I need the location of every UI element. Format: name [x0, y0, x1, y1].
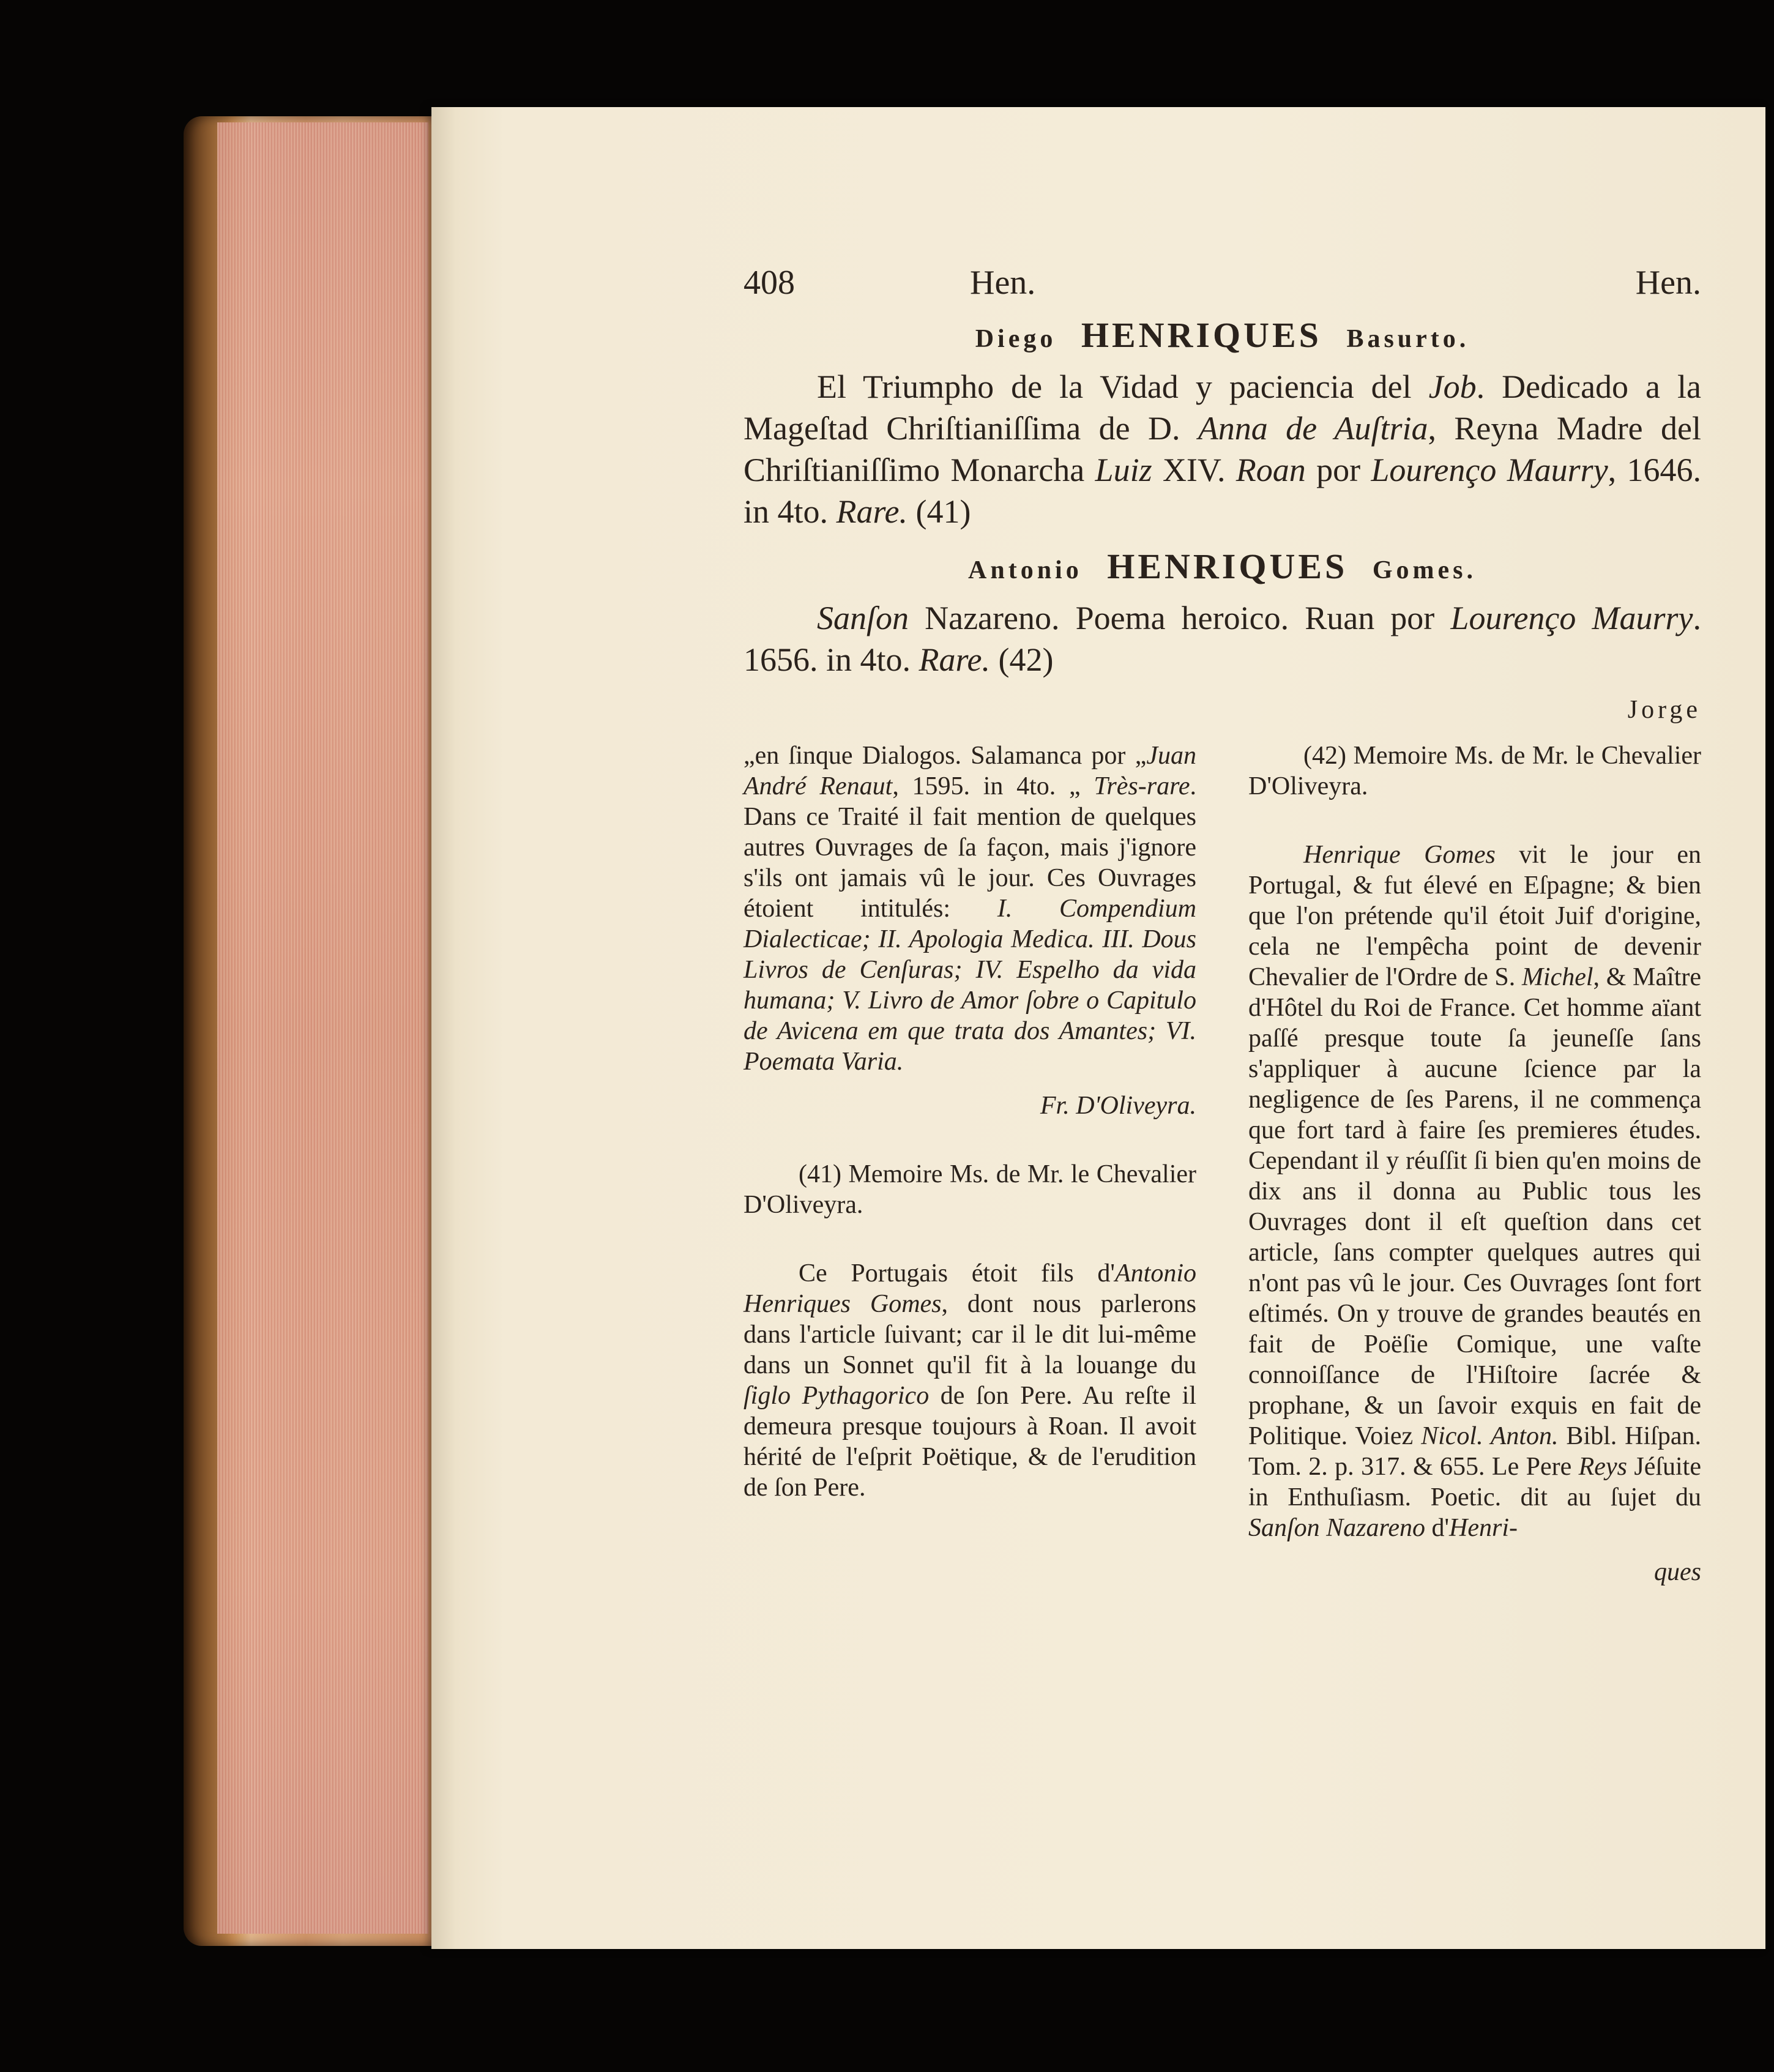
entry-body-diego: El Triumpho de la Vidad y paciencia del Job. Dedicado a la Mageſtad Chriſtianiſſima de D. Anna de Auſtria, Reyna Madre del Chriſtianiſſimo Monarcha Luiz XIV. Roan por Lourenço Maurry, 1646. in 4to. Rare. (41)	[744, 368, 1702, 530]
entry-body-antonio: Sanſon Nazareno. Poema heroico. Ruan por Lourenço Maurry. 1656. in 4to. Rare. (42)	[744, 600, 1701, 678]
column-catchword: ques	[1654, 1558, 1701, 1586]
running-head	[744, 263, 1701, 312]
page-fore-edge	[217, 122, 428, 1934]
page-number: 408	[744, 264, 795, 302]
catchword: Jorge	[1627, 696, 1701, 724]
page-content	[744, 263, 1701, 1601]
footnote-41: (41) Memoire Ms. de Mr. le Chevalier D'Oliveyra.	[744, 1160, 1196, 1219]
running-head-left: Hen.	[970, 264, 1036, 302]
left-paragraph-2: Ce Portugais étoit fils d'Antonio Henriques Gomes, dont nous parlerons dans l'article ſuivant; car il le dit lui-même dans un Sonnet qu'il fit à la louange du ſiglo Pythagorico de ſon Pere. Au reſte il demeura presque toujours à Roan. Il avoit hérité de l'eſprit Poëtique, & de l'erudition de ſon Pere.	[744, 1259, 1196, 1502]
right-column	[1248, 740, 1701, 1601]
left-paragraph-1: „en ſinque Dialogos. Salamanca por „Juan André Renaut, 1595. in 4to. „ Très-rare. Dans ce Traité il fait mention de quelques autres Ouvrages de ſa façon, mais j'ignore s'ils ont jamais vû le jour. Ces Ouvrages étoient intitulés: I. Compendium Dialecticae; II. Apologia Medica. III. Dous Livros de Cenſuras; IV. Espelho da vida humana; V. Livro de Amor ſobre o Capitulo de Avicena em que trata dos Amantes; VI. Poemata Varia.	[744, 742, 1197, 1076]
entry-heading-antonio: Antonio HENRIQUES Gomes.	[968, 546, 1477, 586]
notes-columns	[744, 740, 1701, 1601]
running-head-right: Hen.	[1635, 264, 1701, 302]
signature: Fr. D'Oliveyra.	[1040, 1092, 1196, 1120]
footnote-42: (42) Memoire Ms. de Mr. le Chevalier D'Oliveyra.	[1248, 742, 1701, 800]
right-paragraph-1: Henrique Gomes vit le jour en Portugal, & fut élevé en Eſpagne; & bien que l'on prétende qu'il étoit Juif d'origine, cela ne l'empêcha point de devenir Chevalier de l'Ordre de S. Michel, & Maître d'Hôtel du Roi de France. Cet homme aïant paſſé presque toute ſa jeuneſſe ſans s'appliquer à aucune ſcience par la negligence de ſes Parens, il ne commença que fort tard à faire ſes premieres études. Cependant il y réuſſit ſi bien qu'en moins de dix ans il donna au Public tous les Ouvrages dont il eſt queſtion dans cet article, ſans compter quelques autres qui n'ont pas vû le jour. Ces Ouvrages ſont fort eſtimés. On y trouve de grandes beautés en fait de Poëſie Comique, une vaſte connoiſſance de l'Hiſtoire ſacrée & prophane, & un ſavoir exquis en fait de Politique. Voiez Nicol. Anton. Bibl. Hiſpan. Tom. 2. p. 317. & 655. Le Pere Reys Jéſuite in Enthuſiasm. Poetic. dit au ſujet du Sanſon Nazareno d'Henri-	[1248, 841, 1702, 1542]
entry-heading-diego: Diego HENRIQUES Basurto.	[975, 315, 1470, 355]
left-column	[744, 740, 1196, 1601]
